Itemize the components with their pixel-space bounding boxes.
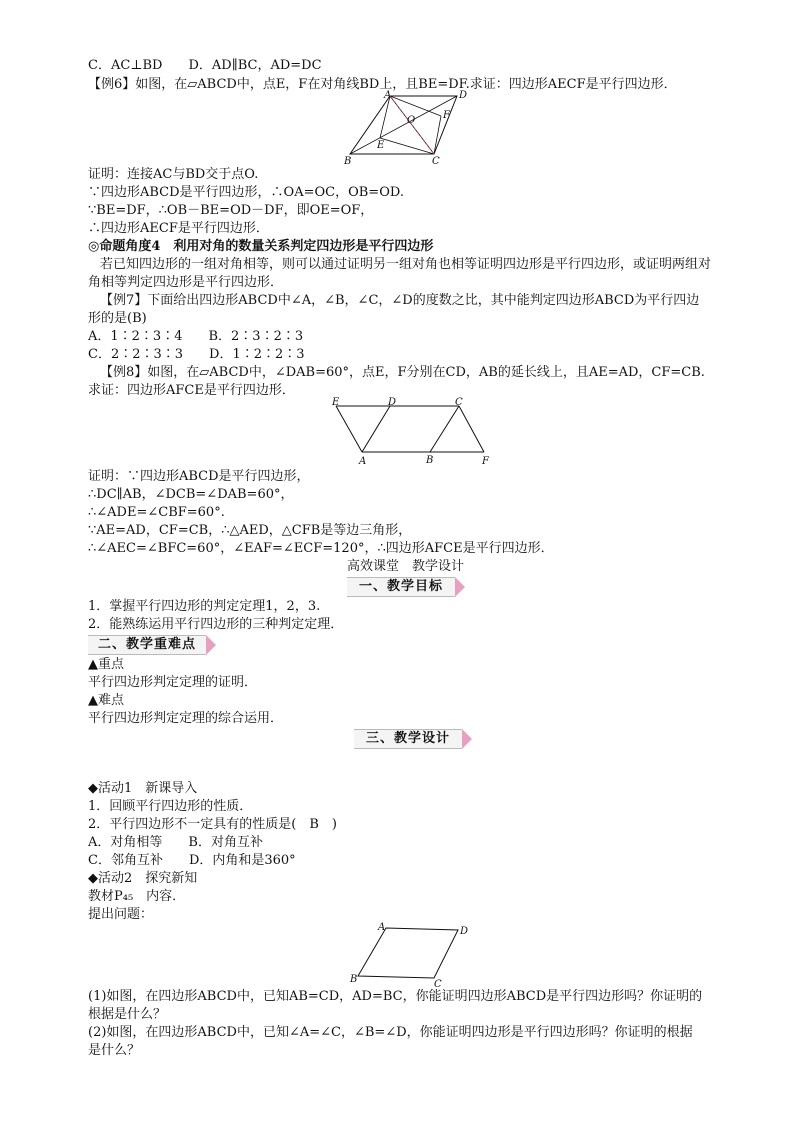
text-line: (2)如图，在四边形ABCD中，已知∠A=∠C，∠B=∠D，你能证明四边形是平行四边形吗？你证明的根据	[88, 1025, 693, 1040]
classroom-heading: 高效课堂 教学设计	[347, 559, 465, 574]
vertex-label: O	[407, 115, 416, 126]
section-title-key-points	[88, 635, 206, 655]
text-line: ∴四边形AECF是平行四边形．	[88, 221, 269, 236]
text-line: 形的是(B)	[88, 311, 147, 326]
text-line: 教材P₄₅ 内容．	[88, 889, 186, 904]
activity-1-heading: ◆活动1 新课导入	[88, 781, 198, 796]
vertex-label: A	[359, 456, 367, 467]
text-line: 求证：四边形AFCE是平行四边形．	[88, 383, 295, 398]
text-line: 平行四边形判定定理的证明．	[88, 675, 258, 690]
chevron-right-icon	[455, 577, 465, 597]
section-title-text: 二、教学重难点	[97, 637, 196, 652]
topic-angle-4-heading: ◎命题角度4 利用对角的数量关系判定四边形是平行四边形	[88, 239, 434, 254]
text-line: ∵BE=DF，∴OB－BE=OD－DF，即OE=OF，	[88, 203, 374, 218]
vertex-label: E	[377, 140, 385, 151]
figure-parallelogram-afce	[326, 396, 496, 468]
section-title-text: 一、教学目标	[358, 579, 443, 594]
text-line: 若已知四边形的一组对角相等，则可以通过证明另一组对角也相等证明四边形是平行四边形，或证明两组对	[100, 257, 712, 272]
text-line: ∴DC∥AB，∠DCB=∠DAB=60°，	[88, 487, 294, 502]
vertex-label: D	[388, 397, 397, 408]
vertex-label: F	[443, 110, 450, 121]
activity-2-heading: ◆活动2 探究新知	[88, 871, 198, 886]
chevron-right-icon	[206, 635, 216, 655]
text-line: C．邻角互补 D．内角和是360°	[88, 853, 296, 868]
example-6-question: 【例6】如图，在▱ABCD中，点E，F在对角线BD上，且BE=DF.求证：四边形AECF是平行四边形．	[88, 77, 677, 92]
example-8-question: 【例8】如图，在▱ABCD中，∠DAB=60°，点E，F分别在CD，AB的延长线上，且AE=AD，CF=CB.	[100, 365, 705, 380]
text-line: A．1∶2∶3∶4 B．2∶3∶2∶3	[88, 329, 304, 344]
vertex-label: D	[459, 90, 468, 101]
vertex-label: C	[455, 397, 463, 408]
vertex-label: A	[378, 922, 386, 933]
vertex-label: D	[460, 926, 469, 937]
section-title-objectives	[347, 577, 455, 597]
vertex-label: E	[332, 397, 340, 408]
text-line: 根据是什么？	[88, 1007, 167, 1022]
vertex-label: F	[482, 456, 489, 467]
text-line: (1)如图，在四边形ABCD中，已知AB=CD，AD=BC，你能证明四边形ABCD是平行四边形吗？你证明的	[88, 989, 703, 1004]
text-line: 角相等判定四边形是平行四边形．	[88, 275, 284, 290]
section-title-text: 三、教学设计	[365, 731, 450, 746]
text-line: 2．平行四边形不一定具有的性质是( B )	[88, 817, 337, 832]
text-line: ∵四边形ABCD是平行四边形，∴OA=OC，OB=OD.	[88, 185, 404, 200]
text-line: ∵AE=AD，CF=CB，∴△AED，△CFB是等边三角形，	[88, 523, 412, 538]
text-line: 是什么？	[88, 1043, 141, 1058]
vertex-label: C	[434, 979, 442, 988]
text-line: 1．回顾平行四边形的性质．	[88, 799, 253, 814]
text-line: 平行四边形判定定理的综合运用．	[88, 711, 284, 726]
text-line: ∴∠ADE=∠CBF=60°.	[88, 505, 225, 520]
text-line: ▲难点	[88, 693, 124, 708]
text-line: C．AC⊥BD D．AD∥BC，AD=DC	[88, 58, 322, 73]
text-line: ∴∠AEC=∠BFC=60°，∠EAF=∠ECF=120°，∴四边形AFCE是平行四边形．	[88, 541, 554, 556]
vertex-label: B	[344, 156, 352, 166]
text-line: 提出问题：	[88, 907, 154, 922]
example-7-question: 【例7】下面给出四边形ABCD中∠A，∠B，∠C，∠D的度数之比，其中能判定四边形ABCD为平行四边	[100, 293, 700, 308]
figure-quadrilateral-abcd	[346, 920, 476, 988]
text-line: A．对角相等 B．对角互补	[88, 835, 263, 850]
section-title-design	[354, 729, 462, 749]
text-line: ▲重点	[88, 657, 124, 672]
chevron-right-icon	[462, 729, 472, 749]
text-line: 证明：连接AC与BD交于点O.	[88, 167, 259, 182]
figure-parallelogram-abcd-diagonals	[340, 90, 480, 166]
vertex-label: C	[432, 156, 440, 166]
text-line: 证明：∵四边形ABCD是平行四边形，	[88, 469, 310, 484]
text-line: C．2∶2∶3∶3 D．1∶2∶2∶3	[88, 347, 305, 362]
vertex-label: B	[350, 974, 358, 985]
vertex-label: A	[384, 90, 392, 101]
vertex-label: B	[426, 455, 434, 466]
text-line: 2．能熟练运用平行四边形的三种判定定理．	[88, 617, 344, 632]
text-line: 1．掌握平行四边形的判定定理1，2，3.	[88, 599, 321, 614]
